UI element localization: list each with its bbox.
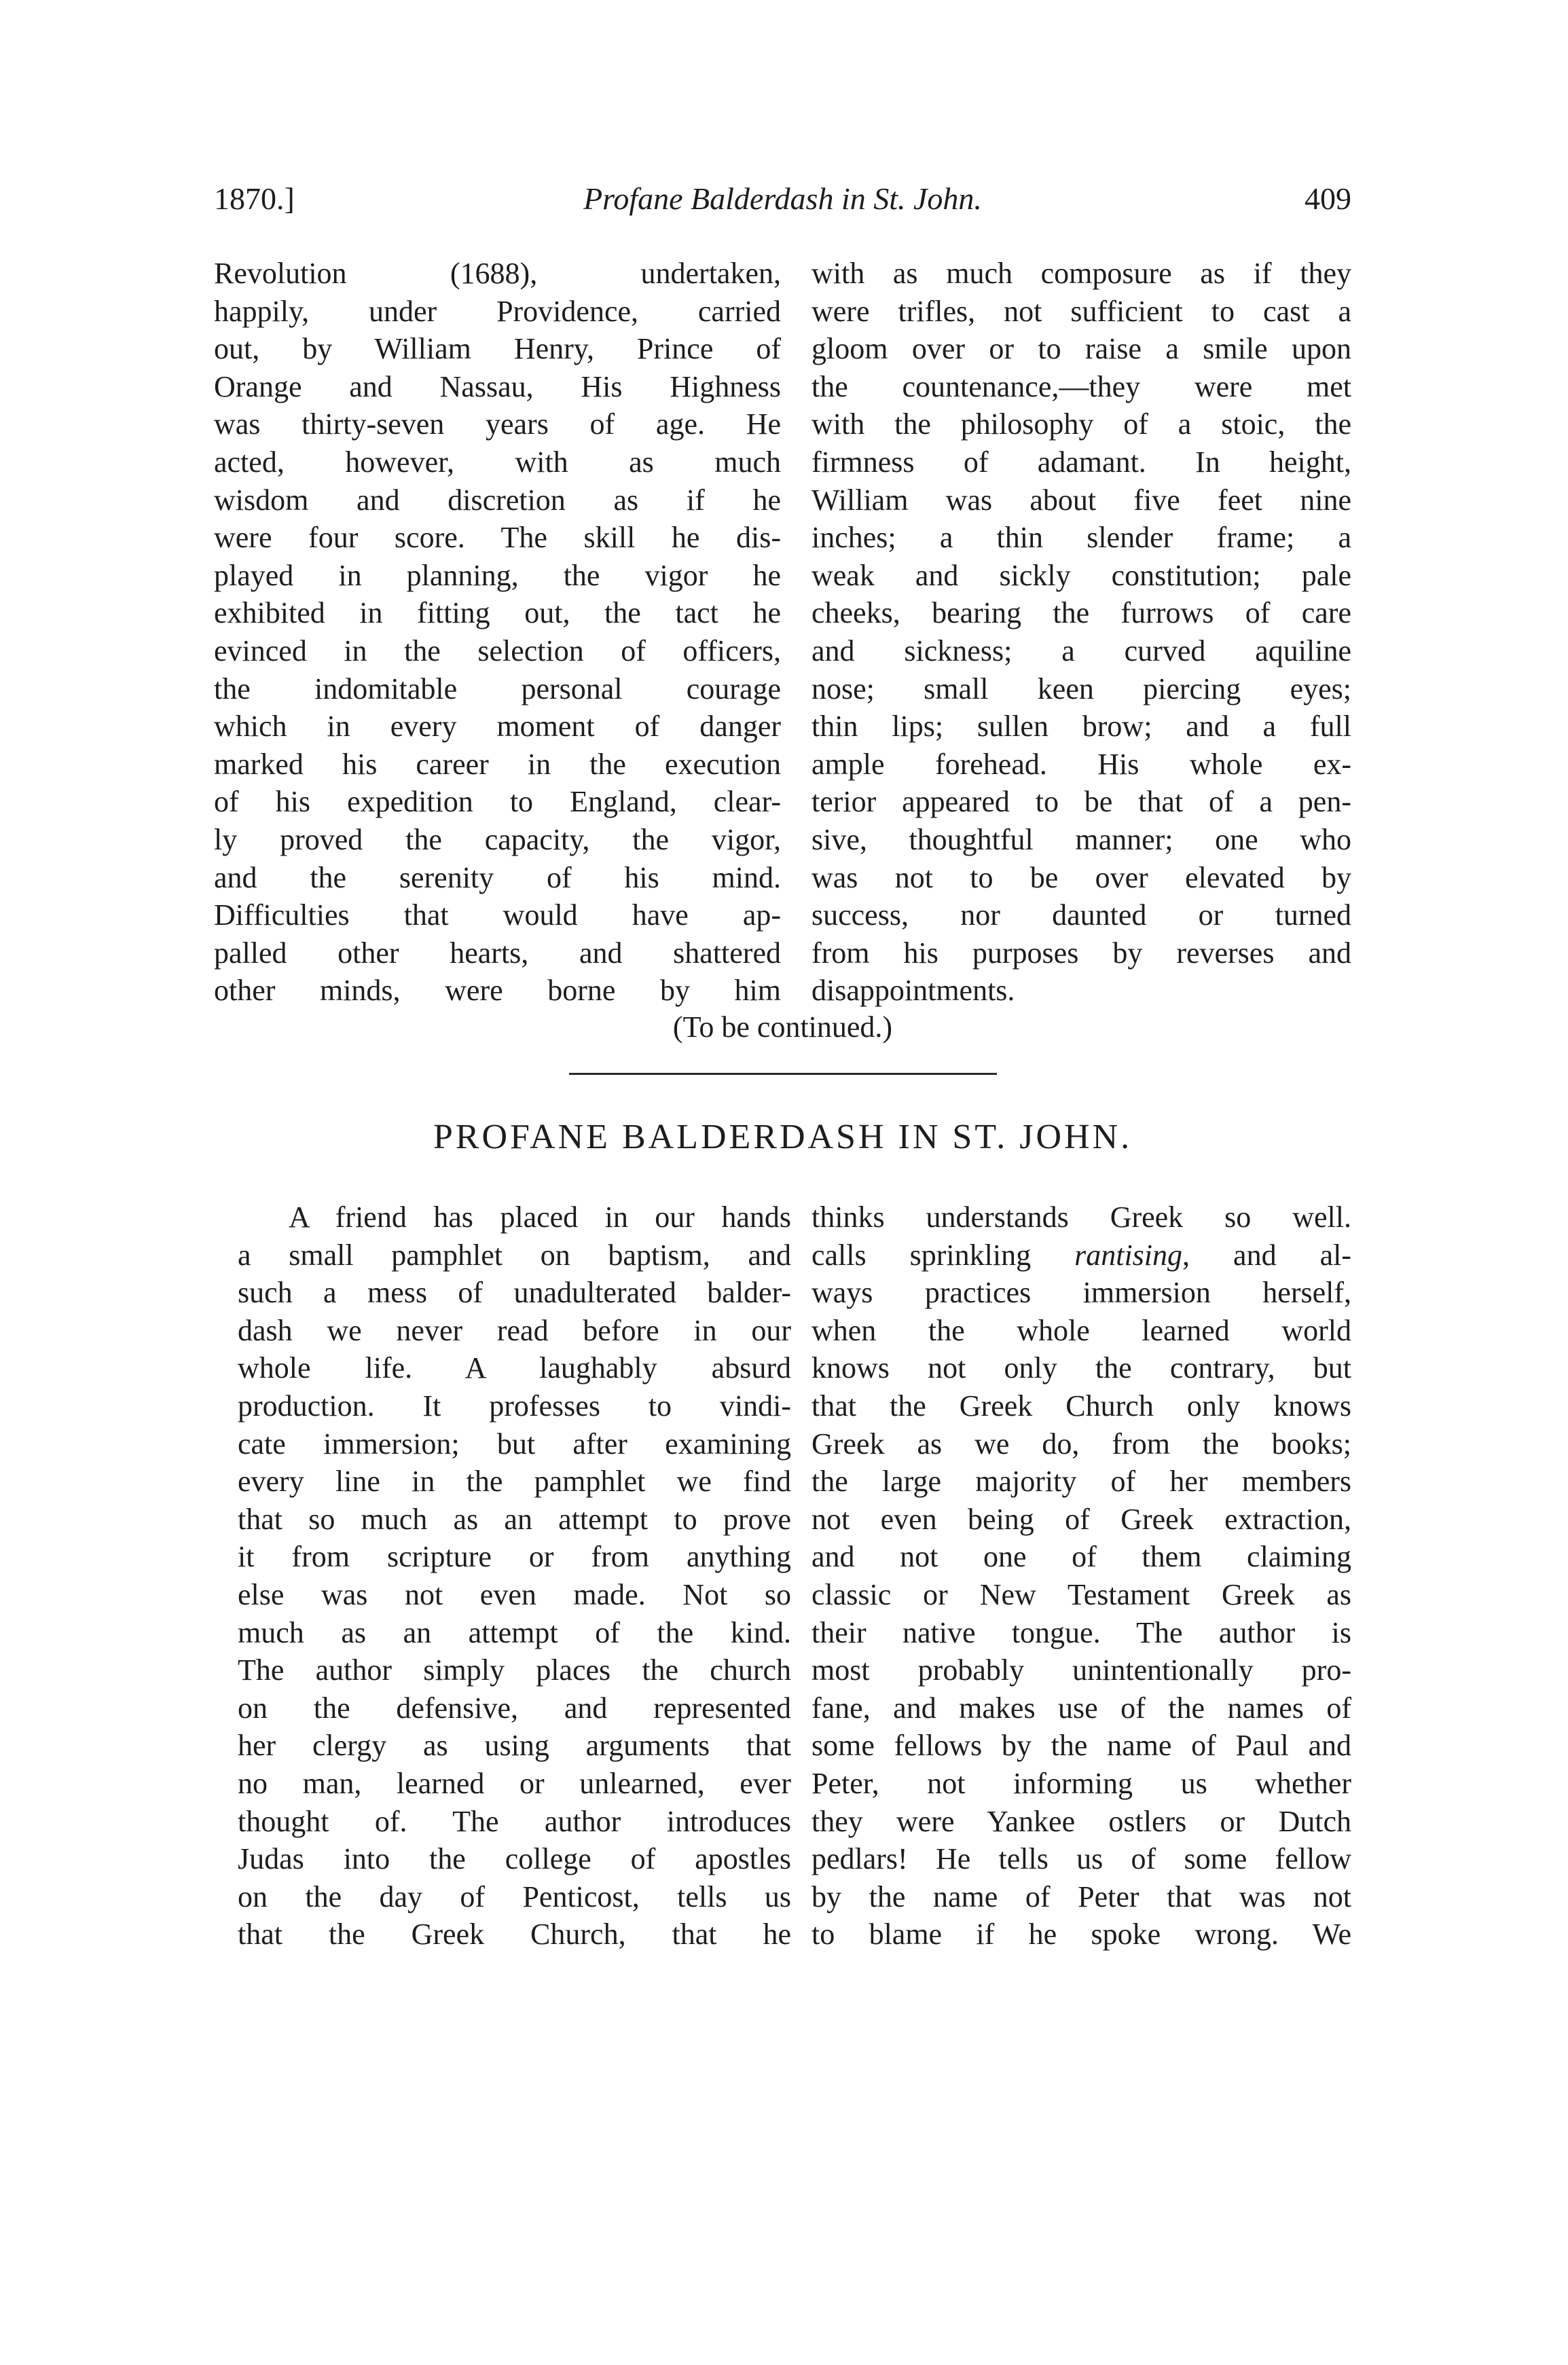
text-line: much as an attempt of the kind. — [238, 1615, 791, 1649]
italic-term: rantising — [1074, 1238, 1183, 1272]
text-line: Revolution (1688), undertaken, — [214, 257, 781, 290]
text-line: their native tongue. The author is — [812, 1615, 1351, 1649]
text-line: dash we never read before in our — [238, 1313, 791, 1347]
running-header — [214, 175, 1351, 223]
text-line: out, by William Henry, Prince of — [214, 332, 781, 366]
text-line: whole life. A laughably absurd — [238, 1351, 791, 1385]
text-line: else was not even made. Not so — [238, 1577, 791, 1611]
article-left-column — [238, 1198, 791, 1954]
text-line: that the Greek Church, that he — [238, 1918, 791, 1951]
text-line: with the philosophy of a stoic, the — [812, 407, 1351, 441]
text-line: nose; small keen piercing eyes; — [812, 672, 1351, 705]
text-line: gloom over or to raise a smile upon — [812, 332, 1351, 366]
text-line: with as much composure as if they — [812, 257, 1351, 290]
text-line: her clergy as using arguments that — [238, 1729, 791, 1763]
text-line: ample forehead. His whole ex- — [812, 747, 1351, 781]
text-line: production. It professes to vindi- — [238, 1389, 791, 1423]
article-title: PROFANE BALDERDASH IN ST. JOHN. — [433, 1118, 1133, 1156]
text-line: firmness of adamant. In height, — [812, 445, 1351, 479]
text-line: some fellows by the name of Paul and — [812, 1729, 1351, 1763]
text-line: played in planning, the vigor he — [214, 558, 781, 592]
text-line: Judas into the college of apostles — [238, 1842, 791, 1876]
text-line: was not to be over elevated by — [812, 860, 1351, 894]
text-line: the countenance,—they were met — [812, 369, 1351, 403]
text-line: from his purposes by reverses and — [812, 936, 1351, 970]
text-line — [812, 1236, 1351, 1275]
text-line: William was about five feet nine — [812, 483, 1351, 517]
text-line: cheeks, bearing the furrows of care — [812, 596, 1351, 630]
text-line: when the whole learned world — [812, 1313, 1351, 1347]
text-line: were trifles, not sufficient to cast a — [812, 294, 1351, 328]
text-line: inches; a thin slender frame; a — [812, 521, 1351, 555]
text-line: Orange and Nassau, His Highness — [214, 369, 781, 403]
text-line: thought of. The author introduces — [238, 1804, 791, 1838]
text-line: thinks understands Greek so well. — [812, 1200, 1351, 1234]
text-line: fane, and makes use of the names of — [812, 1691, 1351, 1725]
text-line: and sickness; a curved aquiline — [812, 634, 1351, 667]
text-line: such a mess of unadulterated balder- — [238, 1276, 791, 1310]
text-line: weak and sickly constitution; pale — [812, 558, 1351, 592]
text-line: knows not only the contrary, but — [812, 1351, 1351, 1385]
text-line: the large majority of her members — [812, 1465, 1351, 1499]
text-line: A friend has placed in our hands — [289, 1200, 791, 1234]
text-line: terior appeared to be that of a pen- — [812, 785, 1351, 819]
text-line: exhibited in fitting out, the tact he — [214, 596, 781, 630]
text-line: wisdom and discretion as if he — [214, 483, 781, 517]
text-line: ways practices immersion herself, — [812, 1276, 1351, 1310]
text-line: no man, learned or unlearned, ever — [238, 1766, 791, 1800]
text-line: every line in the pamphlet we find — [238, 1465, 791, 1499]
text-line: Difficulties that would have ap- — [214, 898, 781, 932]
text-line: ly proved the capacity, the vigor, — [214, 822, 781, 856]
text-line: cate immersion; but after examining — [238, 1427, 791, 1461]
text-line: of his expedition to England, clear- — [214, 785, 781, 819]
continued-note: (To be continued.) — [672, 1010, 893, 1044]
text-line: that the Greek Church only knows — [812, 1389, 1351, 1423]
text-line: and the serenity of his mind. — [214, 860, 781, 894]
text-line: and not one of them claiming — [812, 1540, 1351, 1574]
header-title: Profane Balderdash in St. John. — [583, 181, 982, 216]
text-line: evinced in the selection of officers, — [214, 634, 781, 667]
text-line: The author simply places the church — [238, 1653, 791, 1687]
text-line: thin lips; sullen brow; and a full — [812, 710, 1351, 744]
header-year: 1870.] — [214, 181, 295, 216]
text-line: pedlars! He tells us of some fellow — [812, 1842, 1351, 1876]
text-line: a small pamphlet on baptism, and — [238, 1238, 791, 1272]
text-line: on the defensive, and represented — [238, 1691, 791, 1725]
text-line: most probably unintentionally pro- — [812, 1653, 1351, 1687]
text-line: they were Yankee ostlers or Dutch — [812, 1804, 1351, 1838]
previous-article-right-column — [812, 255, 1351, 1010]
text-line: was thirty-seven years of age. He — [214, 407, 781, 441]
text-line: it from scripture or from anything — [238, 1540, 791, 1574]
text-line: happily, under Providence, carried — [214, 294, 781, 328]
text-line: which in every moment of danger — [214, 710, 781, 744]
page-number: 409 — [1305, 181, 1351, 216]
previous-article-left-column — [214, 255, 781, 1010]
text-line: not even being of Greek extraction, — [812, 1502, 1351, 1536]
text-line: acted, however, with as much — [214, 445, 781, 479]
text-line: the indomitable personal courage — [214, 672, 781, 705]
text-line: that so much as an attempt to prove — [238, 1502, 791, 1536]
text-line: by the name of Peter that was not — [812, 1880, 1351, 1913]
text-line: Greek as we do, from the books; — [812, 1427, 1351, 1461]
text-line: on the day of Penticost, tells us — [238, 1880, 791, 1913]
section-divider — [569, 1073, 997, 1075]
text-line: other minds, were borne by him — [214, 974, 781, 1008]
text-line: sive, thoughtful manner; one who — [812, 822, 1351, 856]
article-right-column — [812, 1198, 1351, 1954]
text-line: to blame if he spoke wrong. We — [812, 1918, 1351, 1951]
text-run: , and al- — [1182, 1238, 1351, 1272]
text-run: calls sprinkling — [812, 1238, 1075, 1272]
text-line: classic or New Testament Greek as — [812, 1577, 1351, 1611]
text-line: palled other hearts, and shattered — [214, 936, 781, 970]
text-line: marked his career in the execution — [214, 747, 781, 781]
text-line: disappointments. — [812, 974, 1015, 1008]
text-line: success, nor daunted or turned — [812, 898, 1351, 932]
text-line: were four score. The skill he dis- — [214, 521, 781, 555]
text-line: Peter, not informing us whether — [812, 1766, 1351, 1800]
